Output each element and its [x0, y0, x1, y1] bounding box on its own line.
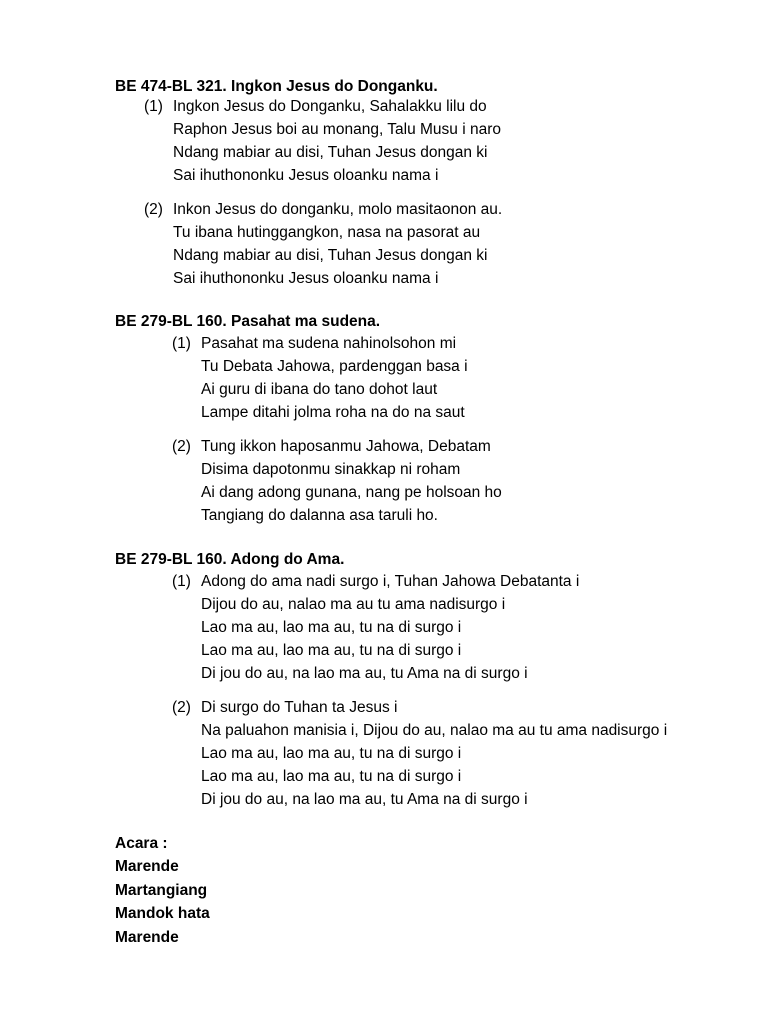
verse-line: Tangiang do dalanna asa taruli ho. [201, 507, 438, 524]
verse-line: Sai ihuthononku Jesus oloanku nama i [173, 167, 439, 184]
acara-title: Acara : [115, 835, 168, 852]
acara-section [115, 832, 210, 949]
verse-line: Di jou do au, na lao ma au, tu Ama na di surgo i [201, 791, 528, 808]
verse-line: Lao ma au, lao ma au, tu na di surgo i [201, 619, 462, 636]
verse-line: Raphon Jesus boi au monang, Talu Musu i naro [173, 121, 502, 138]
verse-line: Ndang mabiar au disi, Tuhan Jesus dongan ki [173, 144, 488, 161]
acara-item: Mandok hata [115, 905, 210, 923]
verse-line: Na paluahon manisia i, Dijou do au, nalao ma au tu ama nadisurgo i [201, 722, 668, 739]
verse-number: (1) [144, 98, 163, 115]
verse-line: Lao ma au, lao ma au, tu na di surgo i [201, 642, 462, 659]
verse-line: Tu Debata Jahowa, pardenggan basa i [201, 358, 468, 375]
verse-line: Lampe ditahi jolma roha na do na saut [201, 404, 465, 421]
verse-line: Di jou do au, na lao ma au, tu Ama na di surgo i [201, 665, 528, 682]
acara-item: Martangiang [115, 881, 208, 899]
verse-line: Ai dang adong gunana, nang pe holsoan ho [201, 484, 502, 501]
song-2-title: BE 279-BL 160. Pasahat ma sudena. [115, 313, 381, 330]
verse-number: (2) [144, 201, 163, 218]
verse-line: Ai guru di ibana do tano dohot laut [201, 381, 438, 398]
verse-number: (2) [172, 438, 191, 455]
verse-line: Lao ma au, lao ma au, tu na di surgo i [201, 768, 462, 785]
verse-line: Disima dapotonmu sinakkap ni roham [201, 461, 461, 478]
acara-item: Marende [115, 858, 179, 876]
verse-line: Tung ikkon haposanmu Jahowa, Debatam [201, 438, 491, 455]
verse-line: Pasahat ma sudena nahinolsohon mi [201, 335, 457, 352]
verse-line: Ingkon Jesus do Donganku, Sahalakku lilu do [173, 98, 487, 115]
verse-line: Inkon Jesus do donganku, molo masitaonon au. [173, 201, 503, 218]
verse-line: Tu ibana hutinggangkon, nasa na pasorat au [173, 224, 481, 241]
verse-number: (2) [172, 699, 191, 716]
verse-number: (1) [172, 335, 191, 352]
verse-line: Sai ihuthononku Jesus oloanku nama i [173, 270, 439, 287]
acara-item: Marende [115, 928, 179, 946]
verse-line: Lao ma au, lao ma au, tu na di surgo i [201, 745, 462, 762]
verse-line: Adong do ama nadi surgo i, Tuhan Jahowa Debatanta i [201, 573, 580, 590]
verse-line: Di surgo do Tuhan ta Jesus i [201, 699, 398, 716]
verse-number: (1) [172, 573, 191, 590]
verse-line: Ndang mabiar au disi, Tuhan Jesus dongan ki [173, 247, 488, 264]
song-3-title: BE 279-BL 160. Adong do Ama. [115, 551, 345, 568]
song-1-title: BE 474-BL 321. Ingkon Jesus do Donganku. [115, 78, 438, 95]
verse-line: Dijou do au, nalao ma au tu ama nadisurgo i [201, 596, 506, 613]
